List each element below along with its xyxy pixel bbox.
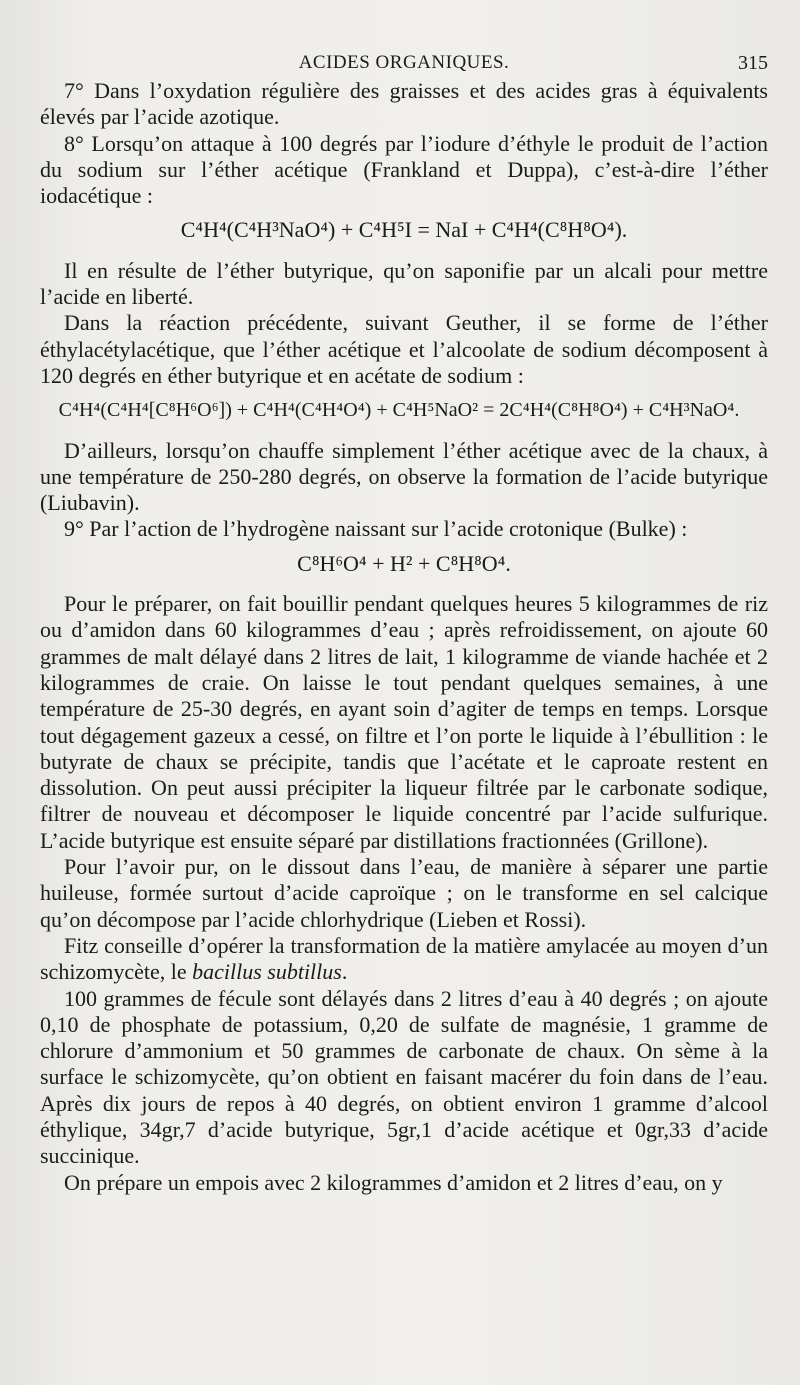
paragraph-empois: On prépare un empois avec 2 kilogrammes d’amidon et 2 litres d’eau, on y	[64, 1169, 723, 1195]
paragraph-liubavin: D’ailleurs, lorsqu’on chauffe simplement l’éther acétique avec de la chaux, à une température de 250-280 degrés, on observe la formation de l’acide butyrique (Liubavin).	[40, 437, 768, 516]
fitz-end: .	[341, 959, 348, 985]
paragraph-geuther: Dans la réaction précédente, suivant Geuther, il se forme de l’éther éthylacétylacétique, que l’éther acétique et l’alcoolate de sodium décomposent à 120 degrés en éther butyrique et en acétate de sodium :	[40, 310, 768, 388]
paragraph-7: 7° Dans l’oxydation régulière des graisses et des acides gras à équivalents élevés par l’acide azotique.	[40, 78, 768, 130]
page-header	[40, 48, 768, 78]
paragraph-preparation: Pour le préparer, on fait bouillir pendant quelques heures 5 kilogrammes de riz ou d’amidon dans 60 kilogrammes d’eau ; après refroidissement, on ajoute 60 grammes de malt délayé dans 2 litres de lait, 1 kilogramme de viande hachée et 2 kilogrammes de craie. On laisse le tout pendant quelques semaines, à une température de 25-30 degrés, en ayant soin d’agiter de temps en temps. Lorsque tout dégagement gazeux a cessé, on filtre et l’on porte le liquide à l’ébullition : le butyrate de chaux se précipite, tandis que l’acétate et le caproate restent en dissolution. On peut aussi précipiter la liqueur filtrée par le carbonate sodique, filtrer de nouveau et décomposer le liquide concentré par l’acide sulfurique. L’acide butyrique est ensuite séparé par distillations fractionnées (Grillone).	[40, 591, 768, 853]
paragraph-8: 8° Lorsqu’on attaque à 100 degrés par l’iodure d’éthyle le produit de l’action du sodium sur l’éther acétique (Frankland et Duppa), c’est-à-dire l’éther iodacétique :	[40, 130, 768, 209]
paragraph-fitz	[40, 933, 768, 986]
fitz-text: Fitz conseille d’opérer la transformation de la matière amylacée au moyen d’un schizomycète, le	[40, 932, 768, 985]
running-title: ACIDES ORGANIQUES.	[298, 52, 510, 73]
paragraph-9: 9° Par l’action de l’hydrogène naissant sur l’acide crotonique (Bulke) :	[64, 516, 688, 542]
formula-geuther: C⁴H⁴(C⁴H⁴[C⁸H⁶O⁶]) + C⁴H⁴(C⁴H⁴O⁴) + C⁴H⁵NaO² = 2C⁴H⁴(C⁸H⁸O⁴) + C⁴H³NaO⁴.	[58, 399, 740, 422]
formula-crotonic: C⁸H⁶O⁴ + H² + C⁸H⁸O⁴.	[297, 550, 511, 576]
paragraph-fecule: 100 grammes de fécule sont délayés dans 2 litres d’eau à 40 degrés ; on ajoute 0,10 de phosphate de potassium, 0,20 de sulfate de magnésie, 1 gramme de chlorure d’ammonium et 50 grammes de carbonate de chaux. On sème à la surface le schizomycète, qu’on obtient en faisant macérer du foin dans de l’eau. Après dix jours de repos à 40 degrés, on obtient environ 1 gramme d’alcool éthylique, 34gr,7 d’acide butyrique, 5gr,1 d’acide acétique et 0gr,33 d’acide succinique.	[40, 985, 768, 1169]
paragraph-butyric-ether: Il en résulte de l’éther butyrique, qu’on saponifie par un alcali pour mettre l’acide en liberté.	[40, 257, 768, 310]
formula-iodacetic: C⁴H⁴(C⁴H³NaO⁴) + C⁴H⁵I = NaI + C⁴H⁴(C⁸H⁸O⁴).	[180, 217, 628, 243]
page-number: 315	[738, 52, 768, 74]
page-body	[40, 78, 768, 1196]
bacillus-name: bacillus subtillus	[192, 959, 342, 985]
paragraph-purification: Pour l’avoir pur, on le dissout dans l’eau, de manière à séparer une partie huileuse, formée surtout d’acide caproïque ; on le transforme en sel calcique qu’on décompose par l’acide chlorhydrique (Lieben et Rossi).	[40, 854, 768, 932]
